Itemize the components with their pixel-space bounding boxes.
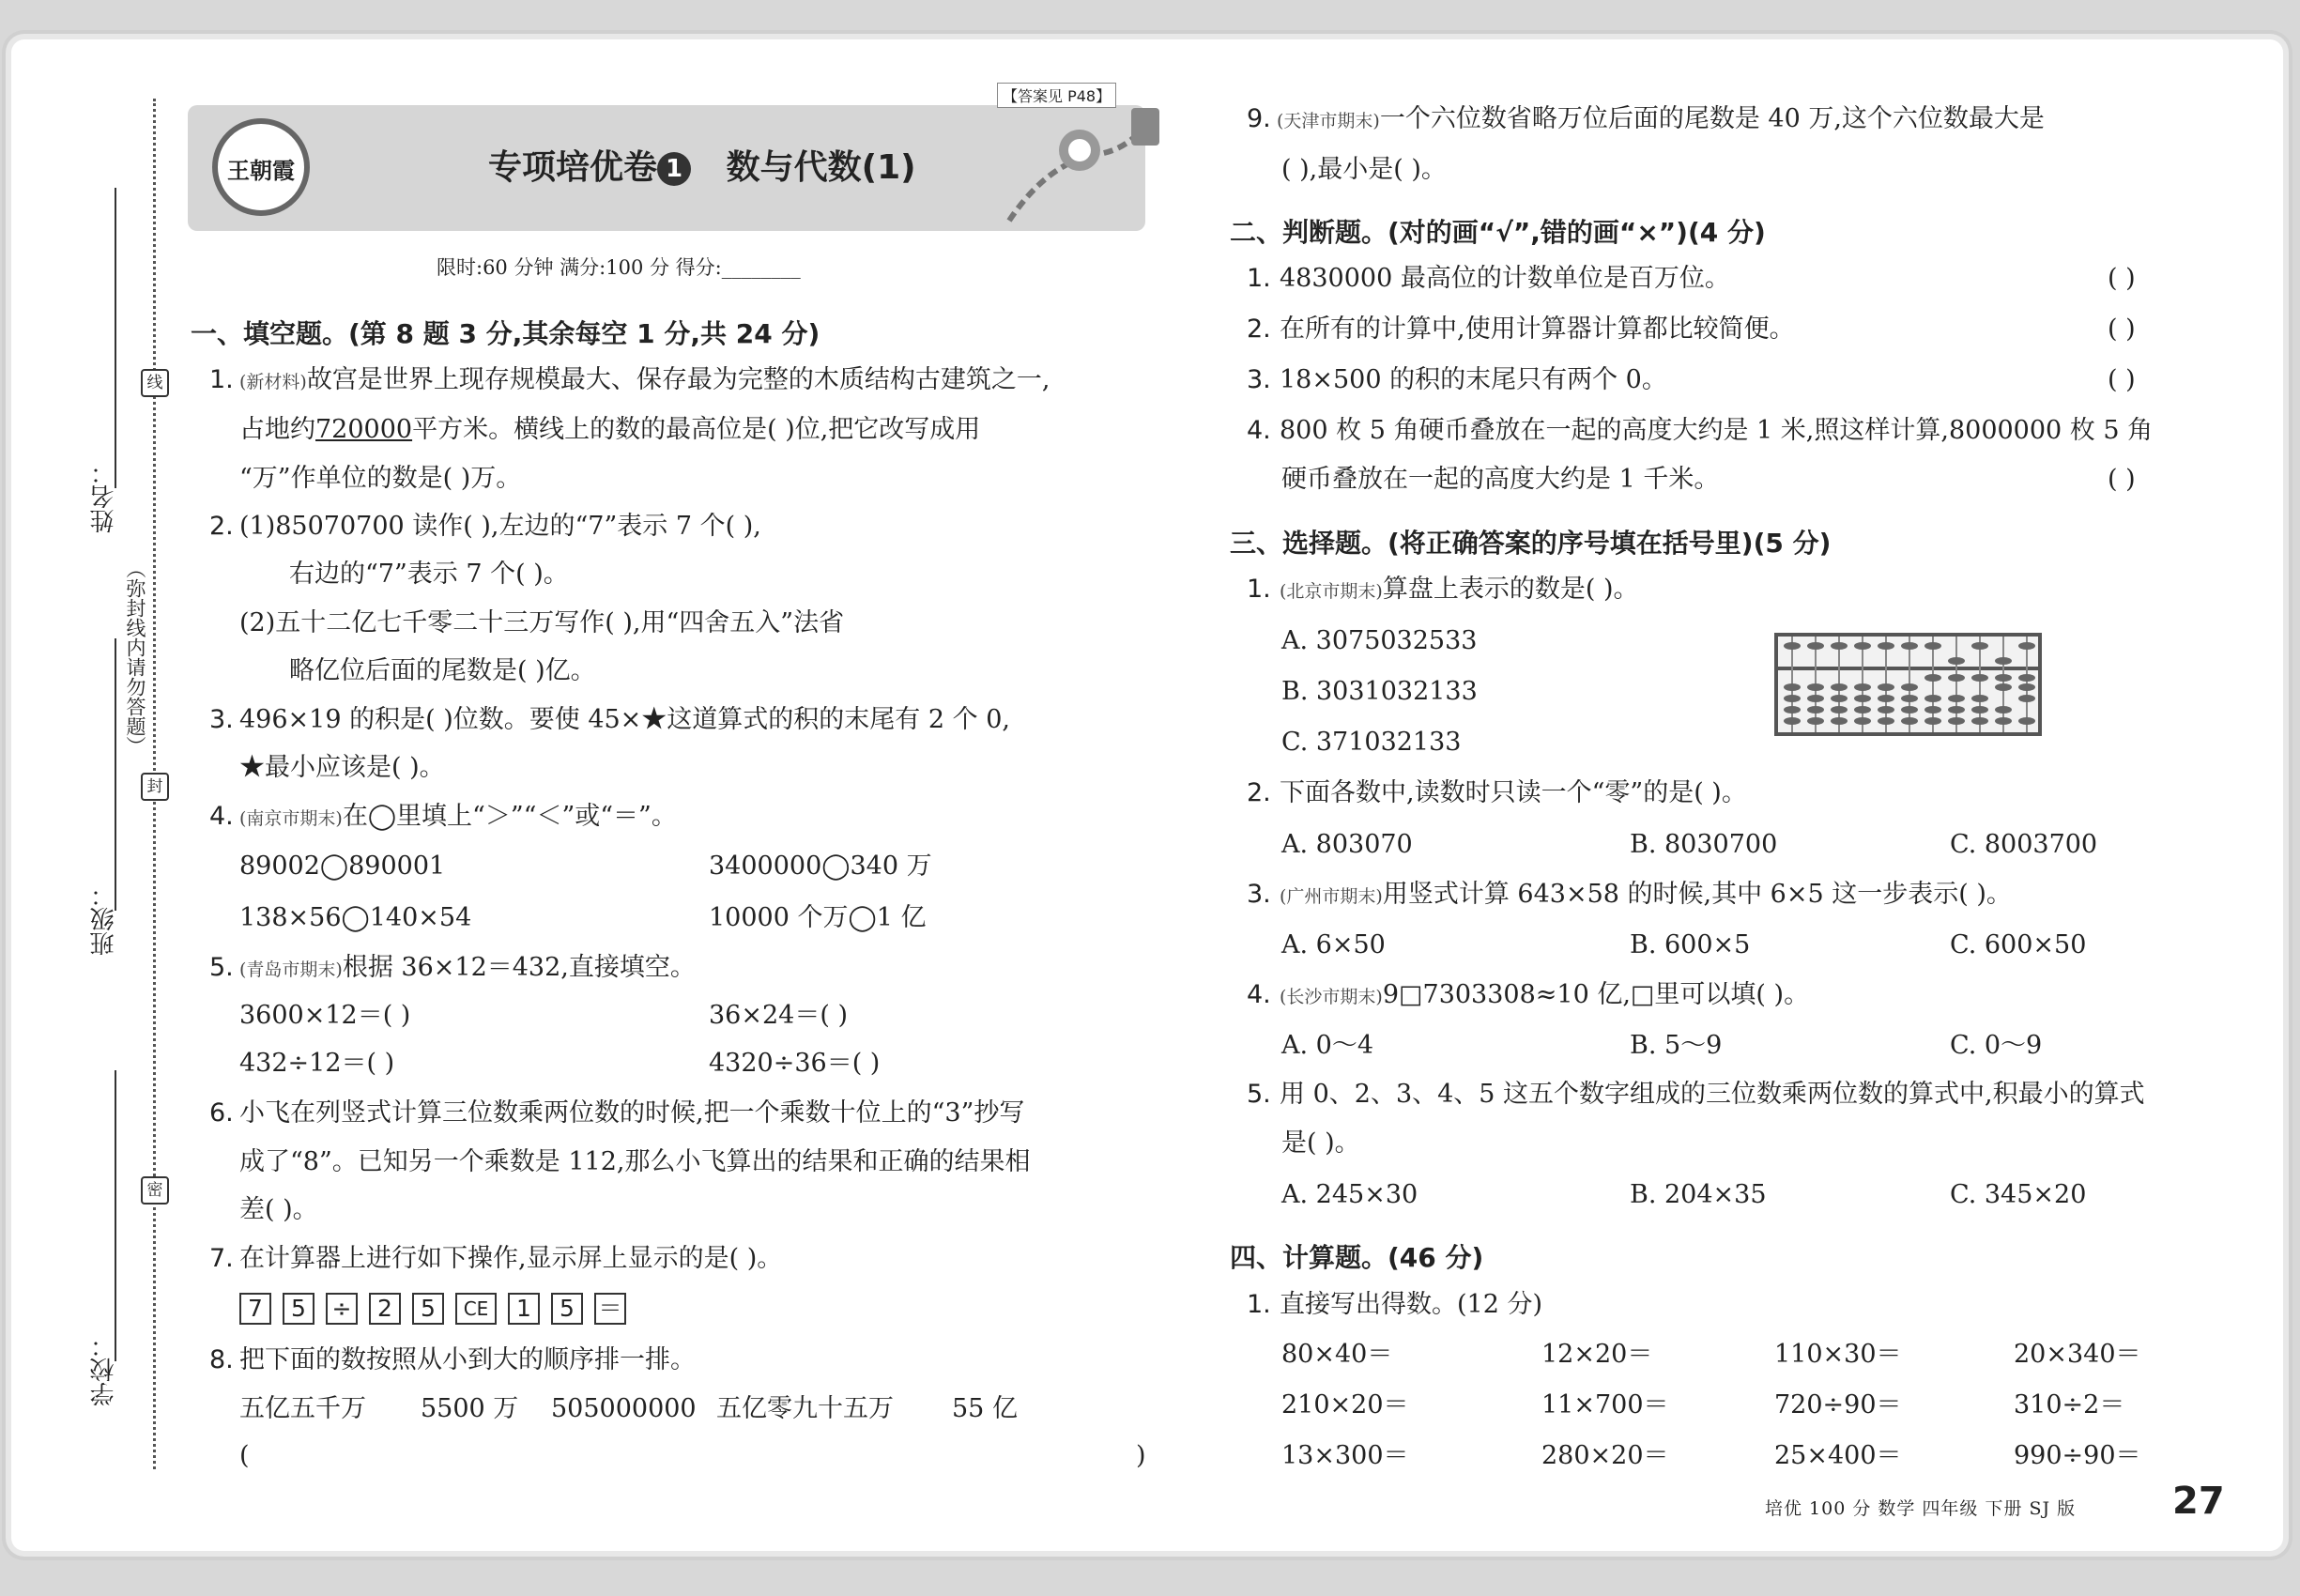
page-title: 专项培优卷 1 数与代数(1) bbox=[488, 148, 916, 187]
calc-item: 210×20＝ bbox=[1281, 1390, 1409, 1420]
calc-key: 7 bbox=[239, 1293, 271, 1325]
c2-option-b[interactable]: B. 8030700 bbox=[1630, 830, 1778, 859]
calc-key: 5 bbox=[551, 1293, 583, 1325]
q1-line3: “万”作单位的数是( )万。 bbox=[239, 464, 522, 493]
c1-option-b[interactable]: B. 3031032133 bbox=[1281, 677, 1478, 706]
q8-num-5: 55 亿 bbox=[952, 1394, 1018, 1423]
k1-line1: 直接写出得数。(12 分) bbox=[1280, 1290, 1543, 1319]
c5-option-b[interactable]: B. 204×35 bbox=[1630, 1180, 1767, 1209]
q8-number: 8. bbox=[209, 1345, 234, 1374]
c3-option-c[interactable]: C. 600×50 bbox=[1950, 930, 2087, 959]
q2-line4: 略亿位后面的尾数是( )亿。 bbox=[289, 656, 596, 685]
q1-line1: (新材料)故宫是世界上现存规模最大、保存最为完整的木质结构古建筑之一, bbox=[239, 365, 1050, 394]
c3-option-b[interactable]: B. 600×5 bbox=[1630, 930, 1751, 959]
binding-hint: （弥封线内请勿答题） bbox=[124, 559, 146, 756]
name-label: 姓名： bbox=[90, 460, 118, 533]
class-field[interactable] bbox=[115, 638, 116, 911]
class-label: 班级： bbox=[90, 882, 118, 956]
q7-line1: 在计算器上进行如下操作,显示屏上显示的是( )。 bbox=[239, 1244, 783, 1273]
j1-text: 4830000 最高位的计数单位是百万位。 bbox=[1280, 264, 1730, 293]
q5-item-b: 36×24＝( ) bbox=[709, 1001, 848, 1030]
c4-option-c[interactable]: C. 0～9 bbox=[1950, 1031, 2043, 1060]
school-field[interactable] bbox=[115, 1070, 116, 1361]
c1-number: 1. bbox=[1247, 575, 1271, 604]
q5-item-a: 3600×12＝( ) bbox=[239, 1001, 411, 1030]
q8-num-2: 5500 万 bbox=[421, 1394, 519, 1423]
calc-key: 1 bbox=[508, 1293, 540, 1325]
answer-reference: 【答案见 P48】 bbox=[997, 83, 1116, 108]
q4-item-c: 138×56◯140×54 bbox=[239, 903, 472, 932]
q5-number: 5. bbox=[209, 953, 234, 982]
q2-number: 2. bbox=[209, 512, 234, 541]
c5-option-c[interactable]: C. 345×20 bbox=[1950, 1180, 2087, 1209]
j1-number: 1. bbox=[1247, 264, 1271, 293]
q4-item-a: 89002◯890001 bbox=[239, 852, 446, 881]
q1-number: 1. bbox=[209, 365, 234, 394]
c4-number: 4. bbox=[1247, 980, 1271, 1009]
c4-line1: (长沙市期末)9□7303308≈10 亿,□里可以填( )。 bbox=[1280, 980, 1810, 1009]
q6-line2: 成了“8”。已知另一个乘数是 112,那么小飞算出的结果和正确的结果相 bbox=[239, 1147, 1031, 1176]
c5-number: 5. bbox=[1247, 1080, 1271, 1109]
q9-line2: ( ),最小是( )。 bbox=[1281, 155, 1447, 184]
j4-number: 4. bbox=[1247, 416, 1271, 445]
j1-answer[interactable]: ( ) bbox=[2108, 264, 2136, 293]
calc-key: CE bbox=[455, 1293, 497, 1325]
c4-option-a[interactable]: A. 0～4 bbox=[1281, 1031, 1374, 1060]
q8-line1: 把下面的数按照从小到大的顺序排一排。 bbox=[239, 1345, 696, 1374]
q8-num-3: 505000000 bbox=[551, 1394, 697, 1423]
j3-answer[interactable]: ( ) bbox=[2108, 365, 2136, 394]
q8-answer-open: ( bbox=[239, 1441, 250, 1470]
j4-answer[interactable]: ( ) bbox=[2108, 465, 2136, 494]
q2-line3: (2)五十二亿七千零二十三万写作( ),用“四舍五入”法省 bbox=[239, 608, 845, 637]
calc-item: 110×30＝ bbox=[1774, 1340, 1902, 1369]
name-field[interactable] bbox=[115, 188, 116, 488]
q8-answer-close: ) bbox=[1136, 1441, 1146, 1470]
calc-item: 20×340＝ bbox=[2014, 1340, 2141, 1369]
calc-key: 5 bbox=[412, 1293, 444, 1325]
calc-item: 80×40＝ bbox=[1281, 1340, 1393, 1369]
seal-feng: 封 bbox=[141, 773, 169, 801]
c2-line1: 下面各数中,读数时只读一个“零”的是( )。 bbox=[1280, 778, 1747, 807]
c1-option-c[interactable]: C. 371032133 bbox=[1281, 728, 1462, 757]
c1-option-a[interactable]: A. 3075032533 bbox=[1281, 626, 1478, 655]
calc-key: 2 bbox=[369, 1293, 401, 1325]
c3-number: 3. bbox=[1247, 880, 1271, 909]
q5-item-d: 4320÷36＝( ) bbox=[709, 1049, 881, 1078]
q3-line2: ★最小应该是( )。 bbox=[239, 753, 445, 782]
page-number: 27 bbox=[2172, 1480, 2225, 1523]
paper-number-badge: 1 bbox=[657, 152, 691, 186]
c3-line1: (广州市期末)用竖式计算 643×58 的时候,其中 6×5 这一步表示( )。 bbox=[1280, 880, 2012, 909]
q7-number: 7. bbox=[209, 1244, 234, 1273]
q5-line1: (青岛市期末)根据 36×12＝432,直接填空。 bbox=[239, 953, 696, 982]
k1-number: 1. bbox=[1247, 1290, 1271, 1319]
q6-line1: 小飞在列竖式计算三位数乘两位数的时候,把一个乘数十位上的“3”抄写 bbox=[239, 1098, 1025, 1128]
footer-info: 培优 100 分 数学 四年级 下册 SJ 版 bbox=[1765, 1498, 2077, 1519]
calc-key: 5 bbox=[283, 1293, 314, 1325]
q3-number: 3. bbox=[209, 705, 234, 734]
c2-number: 2. bbox=[1247, 778, 1271, 807]
calc-item: 720÷90＝ bbox=[1774, 1390, 1902, 1420]
exam-meta: 限时:60 分钟 满分:100 分 得分:________ bbox=[437, 256, 801, 279]
j3-text: 18×500 的积的末尾只有两个 0。 bbox=[1280, 365, 1667, 394]
calc-item: 990÷90＝ bbox=[2014, 1441, 2141, 1470]
q5-item-c: 432÷12＝( ) bbox=[239, 1049, 395, 1078]
j2-text: 在所有的计算中,使用计算器计算都比较简便。 bbox=[1280, 315, 1795, 344]
calc-key: ÷ bbox=[326, 1293, 358, 1325]
q4-line1: (南京市期末)在◯里填上“＞”“＜”或“＝”。 bbox=[239, 802, 677, 831]
q4-item-b: 3400000◯340 万 bbox=[709, 852, 932, 881]
j4-line2: 硬币叠放在一起的高度大约是 1 千米。 bbox=[1281, 465, 1720, 494]
section-2-title: 二、判断题。(对的画“√”,错的画“×”)(4 分) bbox=[1230, 217, 1766, 248]
calc-item: 12×20＝ bbox=[1541, 1340, 1653, 1369]
calc-item: 310÷2＝ bbox=[2014, 1390, 2125, 1420]
cartoon-illustration bbox=[990, 99, 1169, 230]
q8-num-1: 五亿五千万 bbox=[239, 1394, 366, 1423]
j3-number: 3. bbox=[1247, 365, 1271, 394]
calc-item: 13×300＝ bbox=[1281, 1441, 1409, 1470]
seal-mi: 密 bbox=[141, 1176, 169, 1205]
q8-num-4: 五亿零九十五万 bbox=[716, 1394, 894, 1423]
c5-line1: 用 0、2、3、4、5 这五个数字组成的三位数乘两位数的算式中,积最小的算式 bbox=[1280, 1080, 2145, 1109]
section-1-title: 一、填空题。(第 8 题 3 分,其余每空 1 分,共 24 分) bbox=[191, 318, 820, 349]
calculator-keys bbox=[239, 1293, 626, 1325]
brand-logo: 王朝霞 bbox=[212, 118, 310, 216]
q3-line1: 496×19 的积是( )位数。要使 45×★这道算式的积的末尾有 2 个 0, bbox=[239, 705, 1010, 734]
q9-line1: (天津市期末)一个六位数省略万位后面的尾数是 40 万,这个六位数最大是 bbox=[1277, 104, 2045, 133]
calc-item: 11×700＝ bbox=[1541, 1390, 1669, 1420]
calc-item: 25×400＝ bbox=[1774, 1441, 1902, 1470]
calc-item: 280×20＝ bbox=[1541, 1441, 1669, 1470]
c2-option-c[interactable]: C. 8003700 bbox=[1950, 830, 2098, 859]
school-label: 学校： bbox=[90, 1333, 118, 1406]
q9-number: 9. bbox=[1247, 104, 1271, 133]
calc-key: ＝ bbox=[594, 1293, 626, 1325]
c2-option-a[interactable]: A. 803070 bbox=[1281, 830, 1413, 859]
section-3-title: 三、选择题。(将正确答案的序号填在括号里)(5 分) bbox=[1230, 528, 1832, 559]
j2-number: 2. bbox=[1247, 315, 1271, 344]
q2-line2: 右边的“7”表示 7 个( )。 bbox=[289, 560, 569, 589]
q1-line2: 占地约720000平方米。横线上的数的最高位是( )位,把它改写成用 bbox=[239, 415, 981, 444]
q4-item-d: 10000 个万◯1 亿 bbox=[709, 903, 927, 932]
abacus-figure bbox=[1774, 633, 2042, 736]
c3-option-a[interactable]: A. 6×50 bbox=[1281, 930, 1386, 959]
q2-line1: (1)85070700 读作( ),左边的“7”表示 7 个( ), bbox=[239, 512, 761, 541]
c5-option-a[interactable]: A. 245×30 bbox=[1281, 1180, 1418, 1209]
q6-line3: 差( )。 bbox=[239, 1195, 318, 1224]
j2-answer[interactable]: ( ) bbox=[2108, 315, 2136, 344]
c5-line2: 是( )。 bbox=[1281, 1128, 1360, 1158]
c1-line1: (北京市期末)算盘上表示的数是( )。 bbox=[1280, 575, 1639, 604]
q4-number: 4. bbox=[209, 802, 234, 831]
c4-option-b[interactable]: B. 5～9 bbox=[1630, 1031, 1723, 1060]
section-4-title: 四、计算题。(46 分) bbox=[1230, 1242, 1484, 1273]
j4-line1: 800 枚 5 角硬币叠放在一起的高度大约是 1 米,照这样计算,8000000 枚 5 角 bbox=[1280, 416, 2154, 445]
q6-number: 6. bbox=[209, 1098, 234, 1128]
seal-xian: 线 bbox=[141, 369, 169, 397]
